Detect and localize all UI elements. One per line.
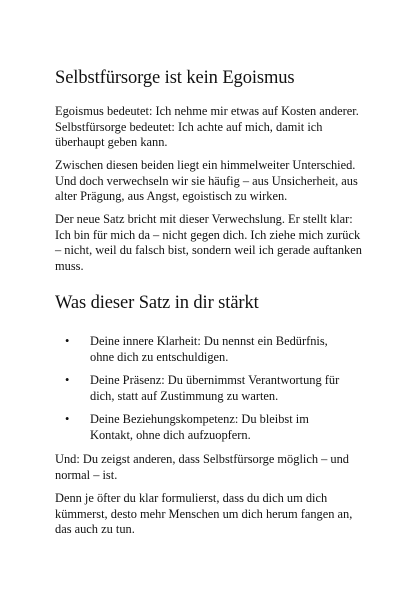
list-item-text: Deine Präsenz: Du übernimmst Verantwortung für dich, statt auf Zustimmung zu warten. <box>90 373 340 403</box>
paragraph-closing: Denn je öfter du klar formulierst, dass du dich um dich kümmerst, desto mehr Menschen um dich herum fangen an, das auch zu tun. <box>55 491 353 537</box>
list-item-text: Deine Beziehungskompetenz: Du bleibst im Kontakt, ohne dich aufzuopfern. <box>90 412 309 442</box>
list-item <box>55 412 365 443</box>
paragraph-definitions: Egoismus bedeutet: Ich nehme mir etwas auf Kosten anderer. Selbstfürsorge bedeutet: Ich achte auf mich, damit ich überhaupt geben kann. <box>55 104 359 150</box>
list-item <box>55 373 365 404</box>
paragraph-normal: Und: Du zeigst anderen, dass Selbstfürsorge möglich – und normal – ist. <box>55 452 349 482</box>
paragraph-new-sentence: Der neue Satz bricht mit dieser Verwechslung. Er stellt klar: Ich bin für mich da – nicht gegen dich. Ich ziehe mich zurück – nicht, weil du falsch bist, sondern weil ich gerade auftanken muss. <box>55 212 362 273</box>
bullet-icon: • <box>65 412 70 426</box>
section-heading-staerkt: Was dieser Satz in dir stärkt <box>55 293 259 313</box>
list-item-text: Deine innere Klarheit: Du nennst ein Bedürfnis, ohne dich zu entschuldigen. <box>90 334 328 364</box>
bullet-icon: • <box>65 373 70 387</box>
bullet-icon: • <box>65 334 70 348</box>
paragraph-difference: Zwischen diesen beiden liegt ein himmelweiter Unterschied. Und doch verwechseln wir sie häufig – aus Unsicherheit, aus alter Prägung, aus Angst, egoistisch zu wirken. <box>55 158 358 204</box>
section-heading-selbstfuersorge: Selbstfürsorge ist kein Egoismus <box>55 68 295 88</box>
list-item <box>55 334 365 365</box>
